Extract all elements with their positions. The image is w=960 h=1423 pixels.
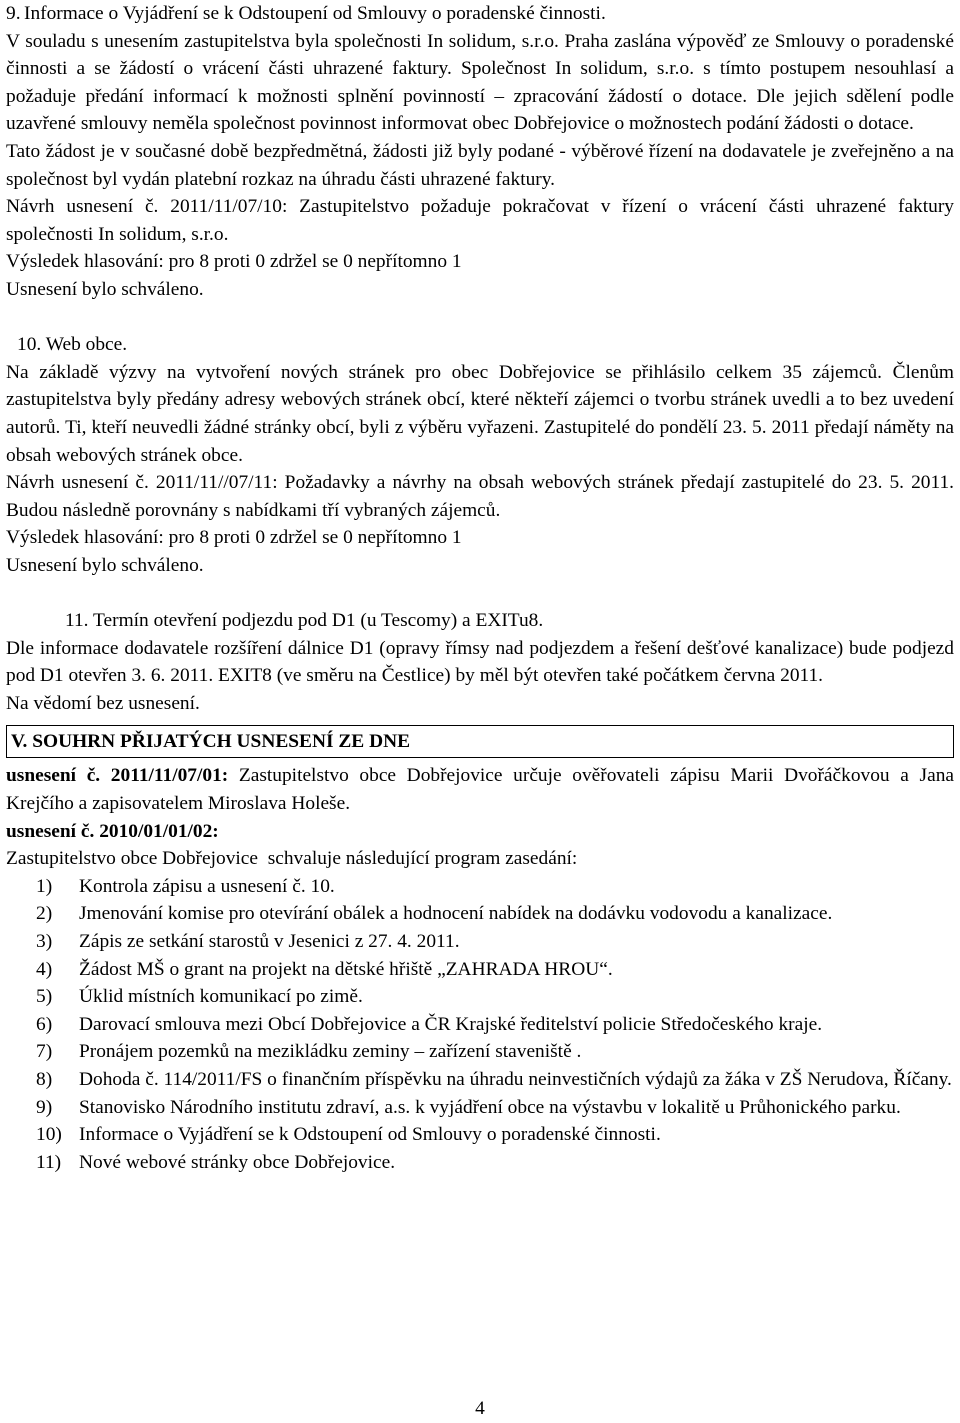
list-item: 1) Kontrola zápisu a usnesení č. 10. xyxy=(36,875,335,897)
list-item: 3) Zápis ze setkání starostů v Jesenici z 27. 4. 2011. xyxy=(36,931,460,952)
list-item: 5) Úklid místních komunikací po zimě. xyxy=(36,986,363,1008)
list-item: 9) Stanovisko Národního institutu zdraví, a.s. k vyjádření obce na výstavbu v lokalitě u Průhonického parku. xyxy=(36,1096,901,1118)
summary-title-box xyxy=(6,725,954,758)
section-10-proposal: Návrh usnesení č. 2011/11//07/11: Požadavky a návrhy na obsah webových stránek předají zastupitelé do 23. 5. 2011. Budou následně porovnány s nabídkami tří vybraných zájemců. xyxy=(6,472,954,521)
section-10-heading: 10. Web obce. xyxy=(17,334,128,356)
section-9-heading: 9. Informace o Vyjádření se k Odstoupení od Smlouvy o poradenské činnosti. xyxy=(6,0,954,28)
section-9-result: Usnesení bylo schváleno. xyxy=(6,278,204,300)
resolution-1-label: usnesení č. 2011/11/07/01: xyxy=(6,765,229,787)
program-list xyxy=(6,873,954,1177)
section-9-number: 9. xyxy=(6,3,21,24)
list-item: 7) Pronájem pozemků na mezikládku zeminy – zařízení staveniště . xyxy=(36,1041,582,1063)
summary-title: V. SOUHRN PŘIJATÝCH USNESENÍ ZE DNE xyxy=(11,731,411,753)
resolution-1 xyxy=(6,762,954,817)
list-item: 10) Informace o Vyjádření se k Odstoupení od Smlouvy o poradenské činnosti. xyxy=(36,1124,661,1146)
section-11-paragraph-1: Dle informace dodavatele rozšíření dálnice D1 (opravy římsy nad podjezdem a řešení dešťové kanalizace) bude podjezd pod D1 otevřen 3. 6. 2011. EXIT8 (ve směru na Čestlice) by měl být otevřen také počátkem června 2011. xyxy=(6,637,954,687)
list-item: 11) Nové webové stránky obce Dobřejovice. xyxy=(36,1151,396,1173)
spacer xyxy=(6,579,954,607)
resolution-2-label: usnesení č. 2010/01/01/02: xyxy=(6,820,219,842)
section-11-note: Na vědomí bez usnesení. xyxy=(6,692,200,714)
section-9-paragraph-2: Tato žádost je v současné době bezpředmětná, žádosti již byly podané - výběrové řízení na dodavatele je zveřejněno a na společnost byl vydán platební rozkaz na úhradu části uhrazené faktury. xyxy=(6,140,954,190)
section-10-vote: Výsledek hlasování: pro 8 proti 0 zdržel se 0 nepřítomno 1 xyxy=(6,527,462,549)
list-item: 4) Žádost MŠ o grant na projekt na dětské hřiště „ZAHRADA HROU“. xyxy=(36,958,613,980)
list-item: 6) Darovací smlouva mezi Obcí Dobřejovice a ČR Krajské ředitelství policie Středočeského kraje. xyxy=(36,1013,823,1035)
section-10-result: Usnesení bylo schváleno. xyxy=(6,554,204,576)
section-9-proposal: Návrh usnesení č. 2011/11/07/10: Zastupitelstvo požaduje pokračovat v řízení o vrácení části uhrazené faktury společnosti In solidum, s.r.o. xyxy=(6,196,954,245)
section-10-paragraph-1: Na základě výzvy na vytvoření nových stránek pro obec Dobřejovice se přihlásilo celkem 35 zájemců. Členům zastupitelstva byly předány adresy webových stránek obcí, které někteří zájemci o tvorbu stránek uvedli a to bez uvedení autorů. Ti, kteří neuvedli žádné stránky obcí, byli z výběru vyřazeni. Zastupitelé do pondělí 23. 5. 2011 předají náměty na obsah webových stránek obce. xyxy=(6,361,954,466)
list-item: 2) Jmenování komise pro otevírání obálek a hodnocení nabídek na dodávku vodovodu a kanalizace. xyxy=(36,903,833,925)
page-number: 4 xyxy=(475,1398,485,1419)
section-11-heading: 11. Termín otevření podjezdu pod D1 (u Tescomy) a EXITu8. xyxy=(65,610,544,632)
spacer xyxy=(6,304,954,332)
section-9-paragraph-1: V souladu s unesením zastupitelstva byla společnosti In solidum, s.r.o. Praha zaslána výpověď ze Smlouvy o poradenské činnosti a se žádostí o vrácení části uhrazené faktury. Společnost In solidum, s.r.o. s tímto postupem nesouhlasí a požaduje předání informací k možnosti splnění povinností – zpracování žádostí o dotace. Dle jejich sdělení podle uzavřené smlouvy neměla společnost povinnost informovat obec Dobřejovice o možnostech podání žádosti o dotace. xyxy=(6,30,954,135)
resolution-1-text: Zastupitelstvo obce Dobřejovice určuje ověřovateli zápisu Marii Dvořáčkovou a Jana Krejčího a zapisovatelem Miroslava Holeše. xyxy=(6,765,954,815)
resolution-2-intro: Zastupitelstvo obce Dobřejovice schvaluje následující program zasedání: xyxy=(6,848,578,870)
list-item: 8) Dohoda č. 114/2011/FS o finančním příspěvku na úhradu neinvestičních výdajů za žáka v ZŠ Nerudova, Říčany. xyxy=(36,1068,952,1090)
section-9-vote: Výsledek hlasování: pro 8 proti 0 zdržel se 0 nepřítomno 1 xyxy=(6,251,462,273)
